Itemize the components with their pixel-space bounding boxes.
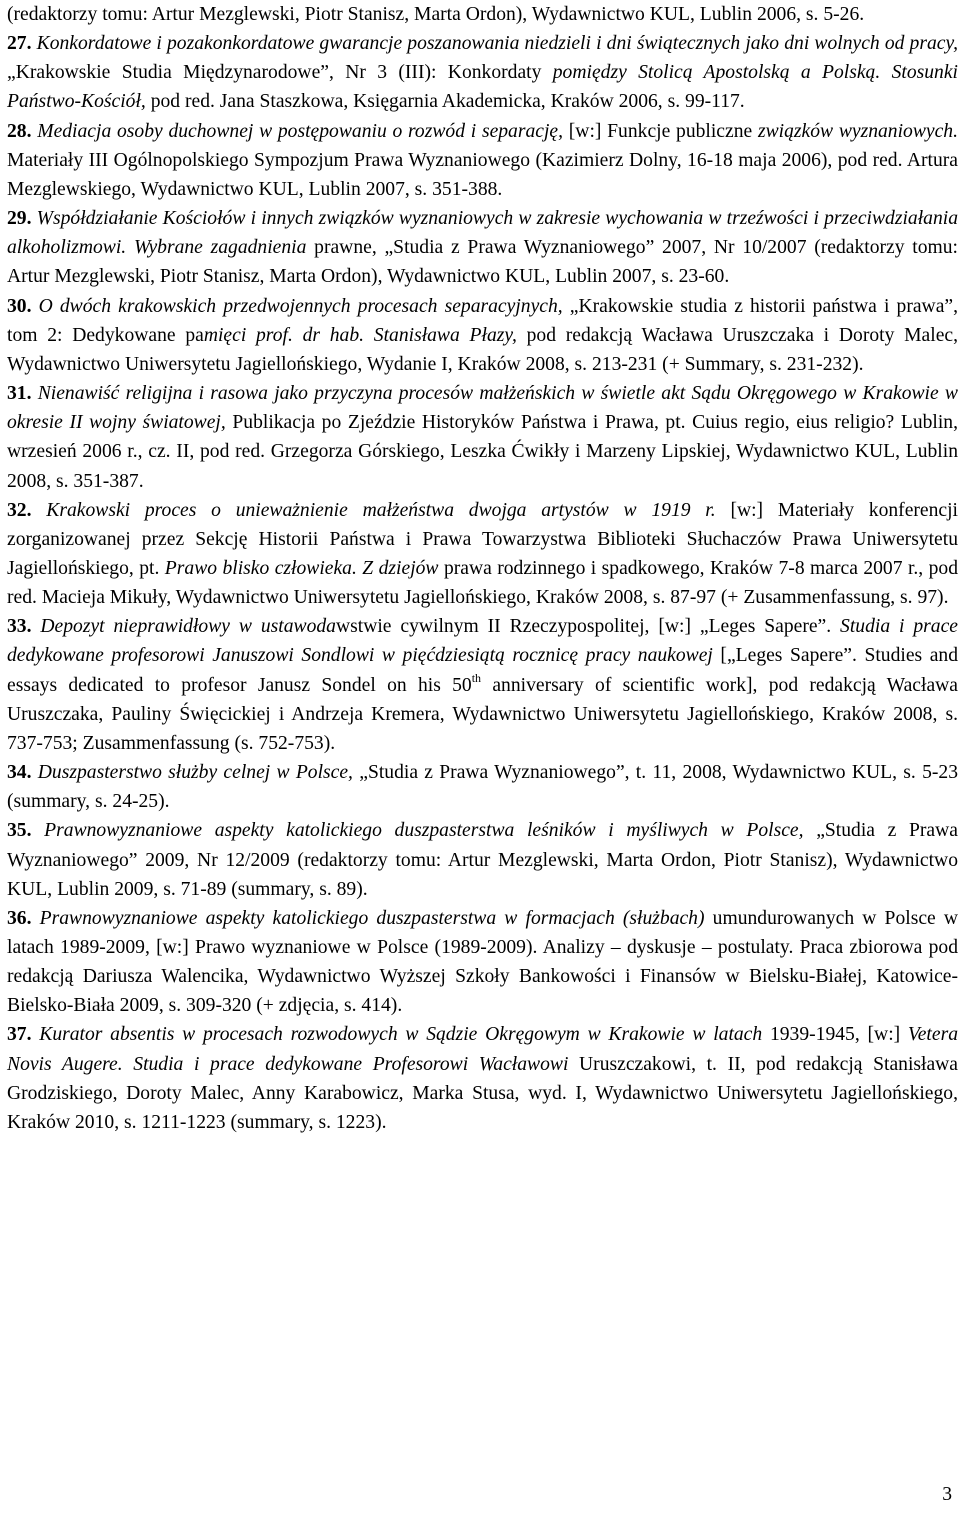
bibliography-entry [7, 29, 958, 116]
entry-title-text: Prawnowyznaniowe aspekty katolickiego duszpasterstwa w formacjach (służbach) [31, 907, 705, 929]
entry-number: 36. [7, 907, 32, 929]
entry-number: 31. [7, 383, 32, 405]
entry-text: pod red. Jana Staszkowa, Księgarnia Akademicka, Kraków 2006, s. 99-117. [145, 91, 745, 113]
entry-title-text: Kurator absentis w procesach rozwodowych w Sądzie Okręgowym w Krakowie w latach [31, 1024, 763, 1046]
entry-title-text: mięci prof. dr hab. Stanisława Płazy, [203, 324, 517, 346]
entry-text: Materiały III Ogólnopolskiego Sympozjum Prawa Wyznaniowego (Kazimierz Dolny, 16-18 maja 2006), pod red. Artura Mezglewskiego, Wydawnictwo KUL, Lublin 2007, s. 351-388. [7, 149, 958, 200]
entry-text: [„Leges Sapere”. Studies and essays dedicated to profesor Janusz Sondel on his 50 [7, 645, 958, 696]
entry-text: wstwie cywilnym II Rzeczypospolitej, [w:] „Leges Sapere”. [335, 616, 832, 638]
entry-title-text: pomiędzy Stolicą Apostolską a Polską. Stosunki Państwo-Kościół, [7, 62, 958, 113]
entry-text: umundurowanych w Polsce w latach 1989-2009, [w:] Prawo wyznaniowe w Polsce (1989-2009). Analizy – dyskusje – postulaty. Praca zbiorowa pod redakcją Dariusza Walencika, Wydawnictwo Wyższej Szkoły Bankowości i Finansów w Bielsku-Białej, Katowice-Bielsko-Biała 2009, s. 309-320 (+ zdjęcia, s. 414). [7, 907, 959, 1017]
bibliography-entry [7, 204, 958, 291]
entry-text: „Studia z Prawa Wyznaniowego”, t. 11, 2008, Wydawnictwo KUL, s. 5-23 (summary, s. 24-25). [7, 762, 959, 813]
bibliography-entry [7, 379, 958, 496]
entry-text: (redaktorzy tomu: Artur Mezglewski, Piotr Stanisz, Marta Ordon), Wydawnictwo KUL, Lublin 2006, s. 5-26. [7, 4, 865, 25]
entry-text: Publikacja po Zjeździe Historyków Państwa i Prawa, pt. Cuius regio, eius religio? Lublin, wrzesień 2006 r., cz. II, pod red. Grzegorza Górskiego, Leszka Ćwikły i Marzeny Lipskiej, Wydawnictwo KUL, Lublin 2008, s. 351-387. [7, 412, 958, 492]
page-number: 3 [942, 1484, 952, 1505]
bibliography-entry [7, 117, 958, 204]
bibliography-entry [7, 612, 958, 758]
bibliography-entry [7, 1020, 958, 1137]
entry-title-text: Współdziałanie Kościołów i innych związków wyznaniowych w zakresie wychowania w trzeźwości i przeciwdziałania alkoholizmowi. Wybrane zagadnienia [7, 208, 958, 259]
entry-title-text: Nienawiść religijna i rasowa jako przyczyna procesów małżeńskich w świetle akt Sądu Okręgowego w Krakowie w okresie II wojny światowej, [7, 383, 958, 434]
entry-text: anniversary of scientific work], pod redakcją Wacława Uruszczaka, Pauliny Święcickiej i Andrzeja Kremera, Wydawnictwo Uniwersytetu Jagiellońskiego, Kraków 2008, s. 737-753; Zusammenfassung (s. 752-753). [7, 674, 958, 754]
entry-number: 35. [7, 820, 32, 842]
bibliography-entry [7, 0, 958, 29]
entry-text: „Krakowskie Studia Międzynarodowe”, Nr 3 (III): Konkordaty [7, 62, 542, 84]
entry-title-text: związków wyznaniowych. [752, 120, 958, 142]
entry-number: 37. [7, 1024, 32, 1046]
entry-number: 27. [7, 33, 32, 55]
entry-title-text: Krakowski proces o unieważnienie małżeństwa dwojga artystów w 1919 r. [31, 499, 716, 521]
entry-text: Uruszczakowi, t. II, pod redakcją Stanisława Grodziskiego, Doroty Malec, Anny Karabowicz, Marka Stusa, wyd. I, Wydawnictwo Uniwersytetu Jagiellońskiego, Kraków 2010, s. 1211-1223 (summary, s. 1223). [7, 1053, 959, 1133]
entry-text: „Krakowskie studia z historii państwa i prawa”, tom 2: Dedykowane pa [7, 295, 958, 346]
bibliography-entry [7, 758, 958, 816]
entry-title-text: Duszpasterstwo służby celnej w Polsce, [31, 762, 353, 784]
entry-text: 1939-1945, [w:] [762, 1024, 901, 1046]
bibliography-list [7, 0, 958, 1137]
entry-number: 33. [7, 616, 32, 638]
bibliography-entry [7, 904, 958, 1021]
entry-title-text: Vetera Novis Augere. Studia i prace dedykowane Profesorowi Wacławowi [7, 1024, 958, 1075]
entry-title-text: Prawnowyznaniowe aspekty katolickiego duszpasterstwa leśników i myśliwych w Polsce, [31, 820, 804, 842]
entry-text: [w:] Funkcje publiczne [563, 120, 753, 142]
entry-title-text: Prawo blisko człowieka. Z dziejów [159, 557, 439, 579]
entry-text: prawne, „Studia z Prawa Wyznaniowego” 2007, Nr 10/2007 (redaktorzy tomu: Artur Mezglewski, Piotr Stanisz, Marta Ordon), Wydawnictwo KUL, Lublin 2007, s. 23-60. [7, 237, 959, 288]
entry-text: [w:] Materiały konferencji zorganizowanej przez Sekcję Historii Państwa i Prawa Towarzystwa Biblioteki Słuchaczów Prawa Uniwersytetu Jagiellońskiego, pt. [7, 499, 959, 579]
entry-title-text: Depozyt nieprawidłowy w ustawoda [31, 616, 336, 638]
entry-number: 29. [7, 208, 32, 230]
entry-text: pod redakcją Wacława Uruszczaka i Doroty Malec, Wydawnictwo Uniwersytetu Jagiellońskiego, Wydanie I, Kraków 2008, s. 213-231 (+ Summary, s. 231-232). [7, 324, 958, 375]
bibliography-entry [7, 496, 958, 613]
entry-text: prawa rodzinnego i spadkowego, Kraków 7-8 marca 2007 r., pod red. Macieja Mikuły, Wydawnictwo Uniwersytetu Jagiellońskiego, Kraków 2008, s. 87-97 (+ Zusammenfassung, s. 97). [7, 557, 959, 609]
bibliography-entry [7, 292, 958, 379]
entry-text: „Studia z Prawa Wyznaniowego” 2009, Nr 12/2009 (redaktorzy tomu: Artur Mezglewski, Marta Ordon, Piotr Stanisz), Wydawnictwo KUL, Lublin 2009, s. 71-89 (summary, s. 89). [7, 820, 958, 900]
entry-number: 28. [7, 120, 32, 142]
entry-title-text: Mediacja osoby duchownej w postępowaniu o rozwód i separację, [31, 120, 564, 142]
bibliography-entry [7, 816, 958, 903]
entry-number: 32. [7, 499, 32, 521]
entry-title-text: O dwóch krakowskich przedwojennych procesach separacyjnych, [31, 295, 563, 317]
entry-title-text: Konkordatowe i pozakonkordatowe gwarancje poszanowania niedzieli i dni świątecznych jako dni wolnych od pracy, [31, 33, 958, 55]
entry-number: 34. [7, 762, 32, 784]
entry-title-text: Studia i prace dedykowane profesorowi Januszowi Sondlowi w pięćdziesiątą rocznicę pracy naukowej [7, 616, 958, 667]
entry-number: 30. [7, 295, 32, 317]
superscript-text: th [471, 670, 482, 685]
